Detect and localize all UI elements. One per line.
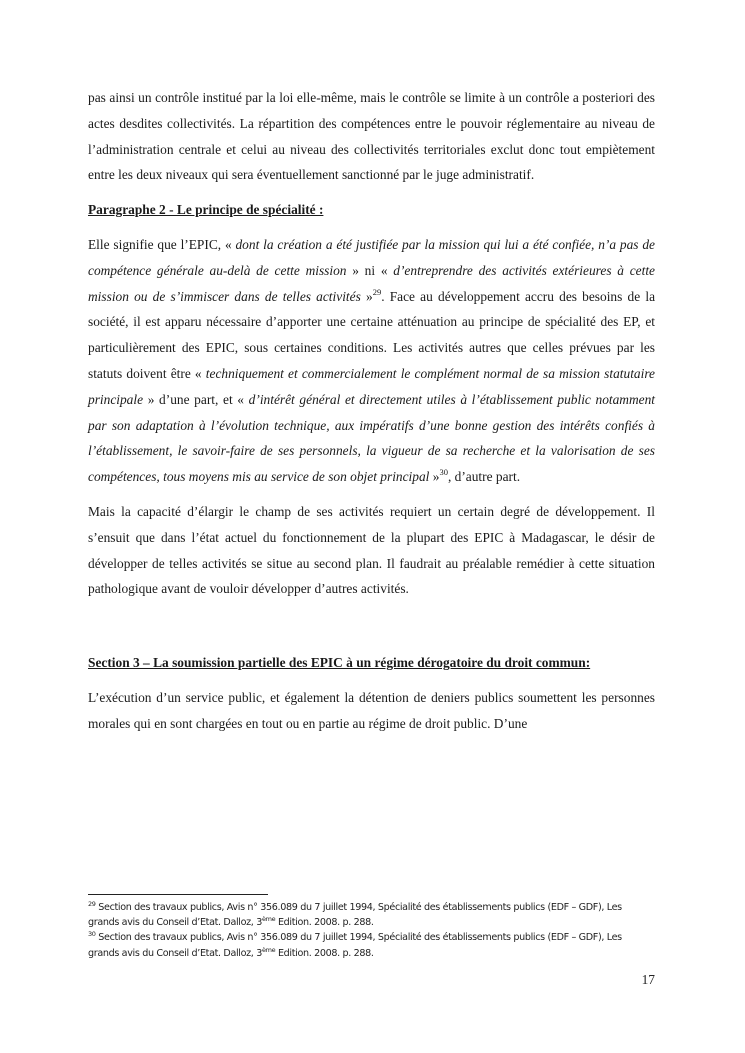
text-run: » — [360, 288, 373, 304]
quote-italic: d’entreprendre des activités extérieures à cette mission ou de s’immiscer dans de telles activités — [88, 262, 655, 304]
text-run: Elle signifie que l’EPIC, « — [88, 236, 236, 252]
text-run: » ni « — [346, 262, 394, 278]
footnote-superscript: ème — [261, 915, 276, 924]
footnote-text: Edition. 2008. p. 288. — [275, 947, 374, 959]
footnote-30 — [88, 930, 655, 960]
paragraph-capacite: Mais la capacité d’élargir le champ de ses activités requiert un certain degré de développement. Il s’ensuit que dans l’état actuel du fonctionnement de la plupart des EPIC à Madagascar, le désir de développer de telles activités se situe au second plan. Il faudrait au préalable remédier à cette situation pathologique avant de vouloir développer d’autres activités. — [88, 503, 655, 597]
page-number: 17 — [641, 972, 655, 987]
footnotes — [88, 900, 655, 961]
heading-paragraphe-2: Paragraphe 2 - Le principe de spécialité : — [88, 202, 324, 218]
footnote-text: Section des travaux publics, Avis n° 356.089 du 7 juillet 1994, Spécialité des établissements publics (EDF – GDF), Les grands avis du Conseil d’Etat. Dalloz, 3 — [88, 902, 622, 929]
quote-italic: techniquement et commercialement le complément normal de sa mission statutaire principale — [88, 365, 655, 407]
quote-italic: d’intérêt général et directement utiles à l’établissement public notamment par son adaptation à l’évolution technique, aux impératifs d’une bonne gestion des intérêts confiés à l’établissement, le savoir-faire de ses personnels, la vigueur de sa recherche et la valorisation de ses compétences, tous moyens mis au service de son objet principal — [88, 391, 656, 485]
main-text — [88, 85, 655, 737]
heading-section-3: Section 3 – La soumission partielle des EPIC à un régime dérogatoire du droit commun: — [88, 655, 591, 671]
footnote-text: Edition. 2008. p. 288. — [275, 917, 374, 929]
footnote-number: 30 — [88, 930, 96, 939]
footnote-text: Section des travaux publics, Avis n° 356.089 du 7 juillet 1994, Spécialité des établissements publics (EDF – GDF), Les grands avis du Conseil d’Etat. Dalloz, 3 — [88, 932, 622, 959]
paragraph-specialite — [88, 232, 655, 490]
footnote-29 — [88, 900, 655, 930]
text-run: . Face au développement accru des besoins de la société, il est apparu nécessaire d’apporter une certaine atténuation au principe de spécialité des EP, et particulièrement des EPIC, sous certaines conditions. Les activités autres que celles prévues par les statuts doivent être « — [88, 288, 656, 381]
footnote-superscript: ème — [261, 945, 276, 954]
section-spacer — [88, 602, 655, 650]
footnote-number: 29 — [88, 900, 96, 908]
paragraph-intro: pas ainsi un contrôle institué par la loi elle-même, mais le contrôle se limite à un contrôle a posteriori des actes desdites collectivités. La répartition des compétences entre le pouvoir réglementaire au niveau de l’administration centrale et celui au niveau des collectivités territoriales exclut donc tout empiètement entre les deux niveaux qui sera éventuellement sanctionné par le juge administratif. — [88, 90, 655, 183]
text-run: » d’une part, et « — [143, 391, 249, 407]
footnote-ref-29[interactable]: 29 — [372, 286, 382, 297]
text-run: » — [429, 469, 440, 485]
paragraph-execution: L’exécution d’un service public, et également la détention de deniers publics soumettent les personnes morales qui en sont chargées en tout ou en partie au régime de droit public. D’une — [88, 689, 655, 731]
quote-italic: dont la création a été justifiée par la mission qui lui a été confiée, n’a pas de compétence générale au-delà de cette mission — [88, 236, 655, 278]
footnote-separator — [88, 894, 268, 895]
text-run: , d’autre part. — [447, 469, 521, 485]
footnote-ref-30[interactable]: 30 — [439, 467, 448, 478]
